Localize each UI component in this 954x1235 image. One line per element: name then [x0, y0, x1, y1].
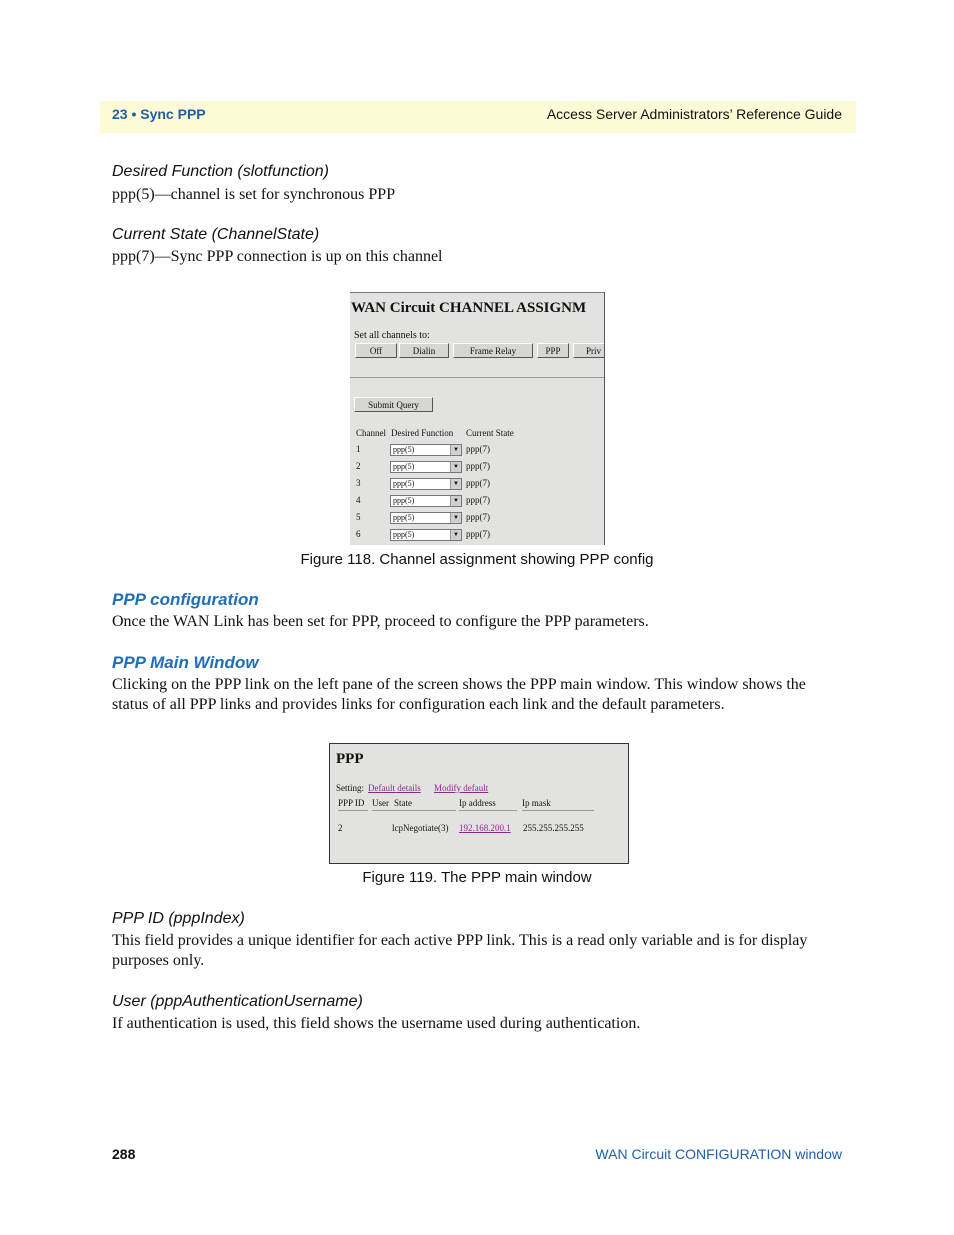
chevron-down-icon: ▼	[450, 530, 461, 540]
col-ip-address: Ip address	[459, 798, 517, 811]
current-state-heading: Current State (ChannelState)	[112, 226, 320, 243]
modify-default-link[interactable]: Modify default	[434, 783, 489, 793]
off-button[interactable]: Off	[355, 343, 397, 358]
channel-number: 4	[356, 495, 361, 505]
figure-title: WAN Circuit CHANNEL ASSIGNM	[351, 300, 587, 316]
ppp-configuration-heading: PPP configuration	[112, 590, 259, 609]
submit-query-button[interactable]: Submit Query	[354, 397, 433, 412]
ppp-button[interactable]: PPP	[537, 343, 569, 358]
col-ppp-id: PPP ID	[338, 798, 368, 811]
state-value: lcpNegotiate(3)	[392, 823, 449, 833]
channel-number: 6	[356, 529, 361, 539]
col-user: User	[372, 798, 402, 811]
ppp-main-window-text-line2: status of all PPP links and provides links for configuration each link and the default parameters.	[112, 696, 725, 713]
default-details-link[interactable]: Default details	[368, 783, 421, 793]
current-state-value: ppp(7)	[466, 529, 490, 539]
col-current-state: Current State	[466, 428, 514, 438]
figure-title: PPP	[336, 751, 364, 767]
channel-number: 5	[356, 512, 361, 522]
footer-section-title: WAN Circuit CONFIGURATION window	[595, 1146, 842, 1162]
chevron-down-icon: ▼	[450, 479, 461, 489]
ip-mask-value: 255.255.255.255	[523, 823, 584, 833]
desired-function-select[interactable]	[390, 529, 462, 541]
select-value: ppp(5)	[393, 513, 415, 522]
desired-function-select[interactable]	[390, 461, 462, 473]
col-ip-mask: Ip mask	[522, 798, 594, 811]
setting-label: Setting:	[336, 783, 365, 793]
col-desired-function: Desired Function	[391, 428, 454, 438]
ppp-id-text-line1: This field provides a unique identifier for each active PPP link. This is a read only variable and is for display	[112, 932, 808, 949]
ppp-main-window-heading: PPP Main Window	[112, 653, 259, 672]
separator-line	[350, 377, 604, 378]
select-value: ppp(5)	[393, 530, 415, 539]
private-button[interactable]: Priv	[573, 343, 605, 358]
select-value: ppp(5)	[393, 479, 415, 488]
ip-address-link[interactable]: 192.168.200.1	[459, 823, 511, 833]
ppp-main-window-text-line1: Clicking on the PPP link on the left pane of the screen shows the PPP main window. This window shows the	[112, 676, 806, 693]
current-state-value: ppp(7)	[466, 495, 490, 505]
channel-number: 2	[356, 461, 361, 471]
figure-118-caption: Figure 118. Channel assignment showing PPP config	[300, 551, 654, 568]
desired-function-select[interactable]	[390, 512, 462, 524]
chapter-label: 23 • Sync PPP	[112, 106, 206, 122]
chevron-down-icon: ▼	[450, 445, 461, 455]
channel-number: 1	[356, 444, 361, 454]
guide-title: Access Server Administrators’ Reference Guide	[546, 106, 842, 122]
channel-assignment-figure	[350, 292, 605, 545]
page-number: 288	[112, 1146, 136, 1162]
chevron-down-icon: ▼	[450, 462, 461, 472]
frame-relay-button[interactable]: Frame Relay	[453, 343, 533, 358]
select-value: ppp(5)	[393, 462, 415, 471]
user-text: If authentication is used, this field shows the username used during authentication.	[112, 1015, 641, 1032]
select-value: ppp(5)	[393, 496, 415, 505]
col-state: State	[394, 798, 456, 811]
desired-function-select[interactable]	[390, 495, 462, 507]
ppp-id-text-line2: purposes only.	[112, 952, 205, 969]
desired-function-text: ppp(5)—channel is set for synchronous PPP	[112, 186, 396, 203]
current-state-text: ppp(7)—Sync PPP connection is up on this channel	[112, 248, 443, 265]
col-channel: Channel	[356, 428, 386, 438]
channel-number: 3	[356, 478, 361, 488]
dialin-button[interactable]: Dialin	[399, 343, 449, 358]
current-state-value: ppp(7)	[466, 461, 490, 471]
ppp-id-heading: PPP ID (pppIndex)	[112, 910, 245, 927]
desired-function-heading: Desired Function (slotfunction)	[112, 163, 329, 180]
set-all-label: Set all channels to:	[354, 330, 430, 341]
user-heading: User (pppAuthenticationUsername)	[112, 993, 363, 1010]
chevron-down-icon: ▼	[450, 513, 461, 523]
chevron-down-icon: ▼	[450, 496, 461, 506]
figure-119-caption: Figure 119. The PPP main window	[362, 869, 592, 886]
ppp-main-window-figure	[329, 743, 629, 864]
current-state-value: ppp(7)	[466, 444, 490, 454]
current-state-value: ppp(7)	[466, 478, 490, 488]
select-value: ppp(5)	[393, 445, 415, 454]
desired-function-select[interactable]	[390, 444, 462, 456]
current-state-value: ppp(7)	[466, 512, 490, 522]
ppp-configuration-text: Once the WAN Link has been set for PPP, proceed to configure the PPP parameters.	[112, 613, 649, 630]
desired-function-select[interactable]	[390, 478, 462, 490]
ppp-id-value: 2	[338, 823, 343, 833]
